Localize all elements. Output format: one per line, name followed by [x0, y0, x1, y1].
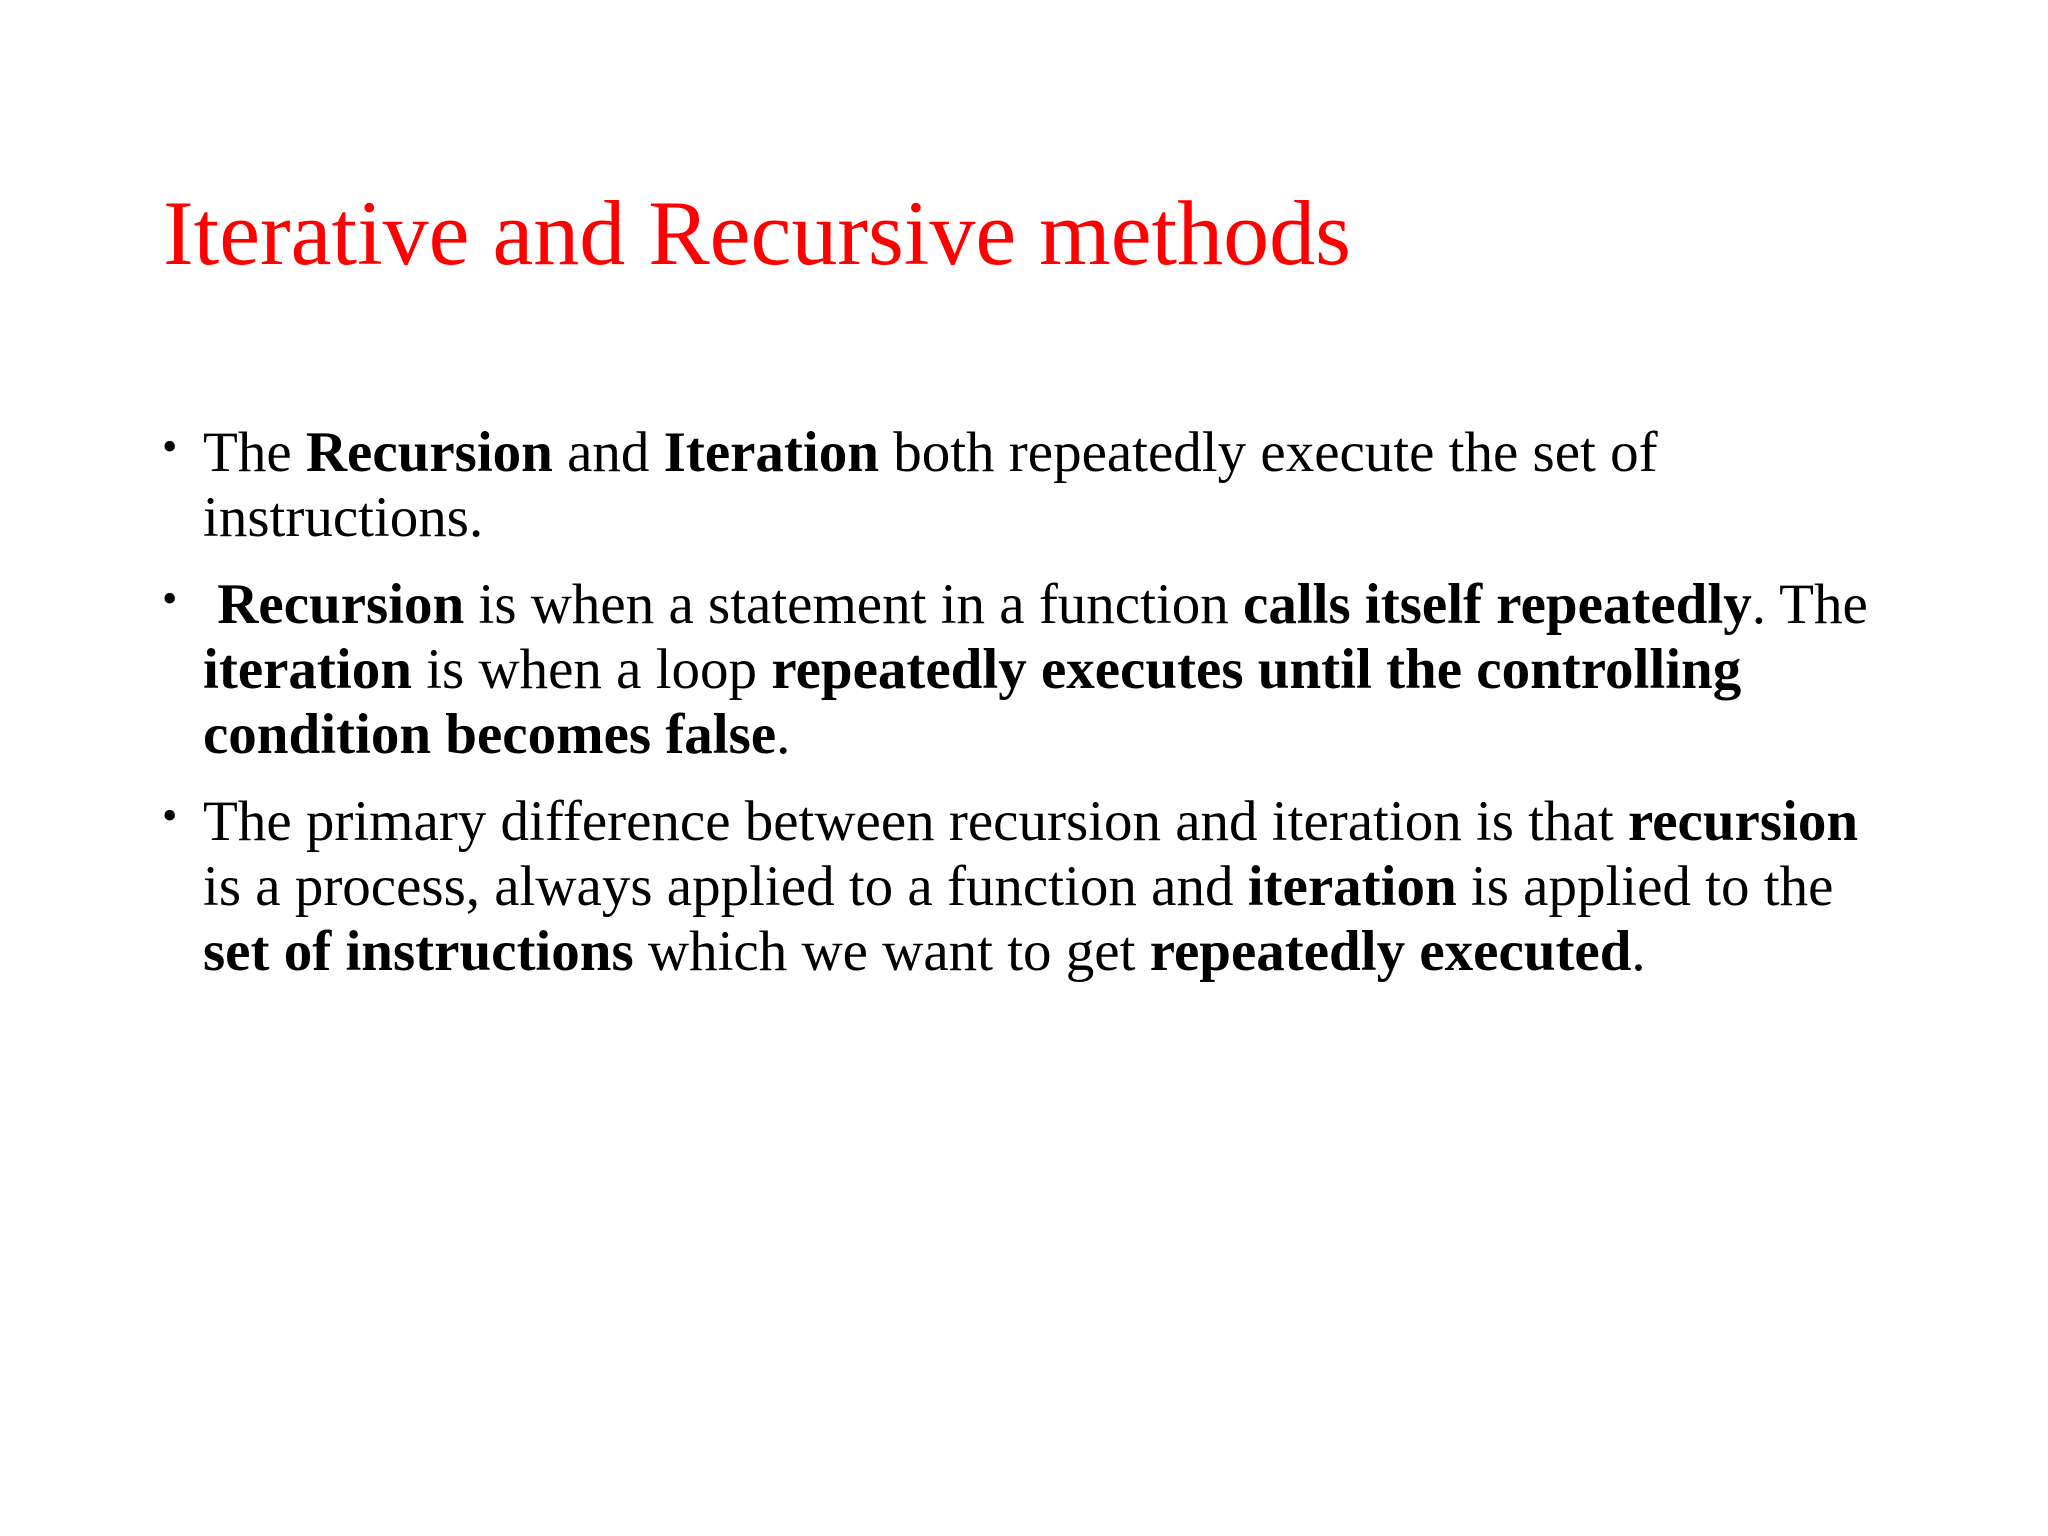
text-segment: is applied to the	[1456, 855, 1848, 918]
text-segment: .	[1631, 920, 1646, 983]
bullet-dot-icon: •	[162, 574, 178, 623]
bold-term: calls itself repeatedly	[1243, 573, 1752, 636]
text-segment: The	[203, 421, 306, 484]
bullet-item	[162, 789, 1882, 984]
bullet-text	[203, 790, 1872, 983]
text-segment: is when a loop	[411, 638, 772, 701]
text-segment: and	[552, 421, 664, 484]
text-segment: is a process, always applied to a function and	[203, 790, 1873, 918]
bullet-list	[162, 420, 1882, 1006]
bullet-item	[162, 572, 1882, 767]
text-segment: both repeatedly execute the set of instructions.	[203, 421, 1672, 549]
bold-term: iteration	[1247, 855, 1457, 918]
bullet-text	[203, 421, 1672, 549]
bold-term: set of instructions	[203, 920, 634, 983]
bullet-item	[162, 420, 1882, 550]
text-segment: .	[776, 703, 791, 766]
bold-term: Recursion	[305, 421, 553, 484]
bold-term: repeatedly executed	[1149, 920, 1632, 983]
bold-term: iteration	[203, 638, 412, 701]
bullet-dot-icon: •	[162, 422, 178, 471]
text-segment: The primary difference between recursion and iteration is that	[203, 790, 1628, 853]
bold-term: repeatedly executes until the controlling condition becomes false	[203, 638, 1756, 766]
slide-title: Iterative and Recursive methods	[163, 182, 1351, 284]
text-segment: which we want to get	[633, 920, 1150, 983]
text-segment: . The	[1751, 573, 1883, 636]
bold-term: recursion	[1627, 790, 1859, 853]
text-segment: is when a statement in a function	[464, 573, 1244, 636]
bold-term: Iteration	[663, 421, 879, 484]
bullet-dot-icon: •	[162, 791, 178, 840]
bullet-text	[203, 573, 1882, 766]
bold-term: Recursion	[203, 573, 465, 636]
